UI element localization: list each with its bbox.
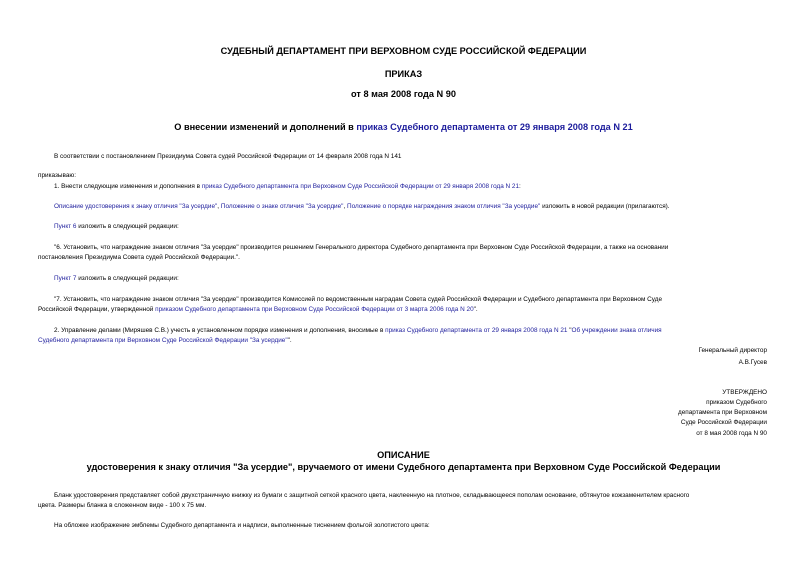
item-2-line2 [38,337,292,344]
item-2-link-order[interactable]: приказ Судебного департамента от 29 января 2008 года N 21 [385,327,568,334]
document-title [0,122,807,132]
org-heading: СУДЕБНЫЙ ДЕПАРТАМЕНТ ПРИ ВЕРХОВНОМ СУДЕ РОССИЙСКОЙ ФЕДЕРАЦИИ [220,46,587,56]
approval-line2: приказом Судебного [706,399,767,406]
quote-6-line1: "6. Установить, что награждение знаком отличия "За усердие" производится решением Генерального директора Судебного департамента при Верховном Суде Российской Федерации, а также на основании [54,244,669,251]
punkt-7-suffix: изложить в следующей редакции: [76,275,179,282]
item-2-mid: " [567,327,572,334]
quote-7-line1: "7. Установить, что награждение знаком отличия "За усердие" производится Комиссией по ведомственным наградам Совета судей Российской Федерации и Судебного департамента при Верховном Суде [54,296,663,303]
description-p1-line2: цвета. Размеры бланка в сложенном виде - 100 x 75 мм. [38,502,207,509]
item-1a-sep2: , [343,203,348,210]
title-link[interactable]: приказ Судебного департамента от 29 января 2008 года N 21 [356,122,633,132]
item-2-line1 [54,327,662,334]
approval-line1: УТВЕРЖДЕНО [722,389,767,396]
description-subtitle: удостоверения к знаку отличия "За усердие", вручаемого от имени Судебного департамента при Верховном Суде Российской Федерации [86,462,721,472]
date-number-heading: от 8 мая 2008 года N 90 [351,89,456,99]
punkt-6-link[interactable]: Пункт 6 [54,223,77,230]
order-word: приказываю: [38,172,76,179]
description-p1-line1: Бланк удостоверения представляет собой двухстраничную книжку из бумаги с защитной сеткой красного цвета, наклеенную на плотное, складывающееся пополам основание, обтянутое кожзаменителем красного [54,492,690,499]
punkt-6-suffix: изложить в следующей редакции: [76,223,179,230]
quote-7-link[interactable]: приказом Судебного департамента при Верховном Суде Российской Федерации от 3 марта 2006 года N 20 [155,306,474,313]
item-1a-link-procedure[interactable]: Положение о порядке награждения знаком отличия "За усердие" [347,203,541,210]
item-1 [54,183,521,190]
signature-position: Генеральный директор [698,347,767,354]
item-1a-link-description[interactable]: Описание удостоверения к знаку отличия "За усердие" [54,203,218,210]
item-2-link-establishment-cont[interactable]: Судебного департамента при Верховном Суде Российской Федерации "За усердие" [38,337,288,344]
approval-line3: департамента при Верховном [678,409,767,416]
punkt-6 [54,223,179,230]
item-1-suffix: : [519,183,521,190]
item-1a [54,203,670,210]
punkt-7 [54,275,179,282]
description-title: ОПИСАНИЕ [377,450,430,460]
item-1-prefix: 1. Внести следующие изменения и дополнения в [54,183,202,190]
approval-line4: Суде Российской Федерации [680,419,767,426]
signature-name: А.В.Гусев [738,359,767,366]
punkt-7-link[interactable]: Пункт 7 [54,275,77,282]
doc-type-heading: ПРИКАЗ [384,69,423,79]
item-1-link[interactable]: приказ Судебного департамента при Верховном Суде Российской Федерации от 29 января 2008 года N 21 [201,183,520,190]
item-2-link-establishment[interactable]: Об учреждении знака отличия [571,327,662,334]
item-2-prefix: 2. Управление делами (Миряшев С.В.) учесть в установленном порядке изменения и дополнения, вносимые в [54,327,386,334]
description-p2: На обложке изображение эмблемы Судебного департамента и надписи, выполненные тиснением фольгой золотистого цвета: [54,522,430,529]
quote-7-prefix: Российской Федерации, утвержденной [38,306,156,313]
paragraph-basis: В соответствии с постановлением Президиума Совета судей Российской Федерации от 14 февраля 2008 года N 141 [54,153,402,160]
title-prefix: О внесении изменений и дополнений в [174,122,357,132]
quote-7-line2 [38,306,478,313]
quote-7-suffix: ". [473,306,478,313]
item-1a-sep1: , [217,203,221,210]
item-2-suffix: ". [287,337,292,344]
item-1a-suffix: изложить в новой редакции (прилагаются). [540,203,670,210]
item-1a-link-regulation[interactable]: Положение о знаке отличия "За усердие" [220,203,344,210]
quote-6-line2: постановления Президиума Совета судей Российской Федерации.". [38,254,240,261]
approval-line5: от 8 мая 2008 года N 90 [696,430,767,437]
